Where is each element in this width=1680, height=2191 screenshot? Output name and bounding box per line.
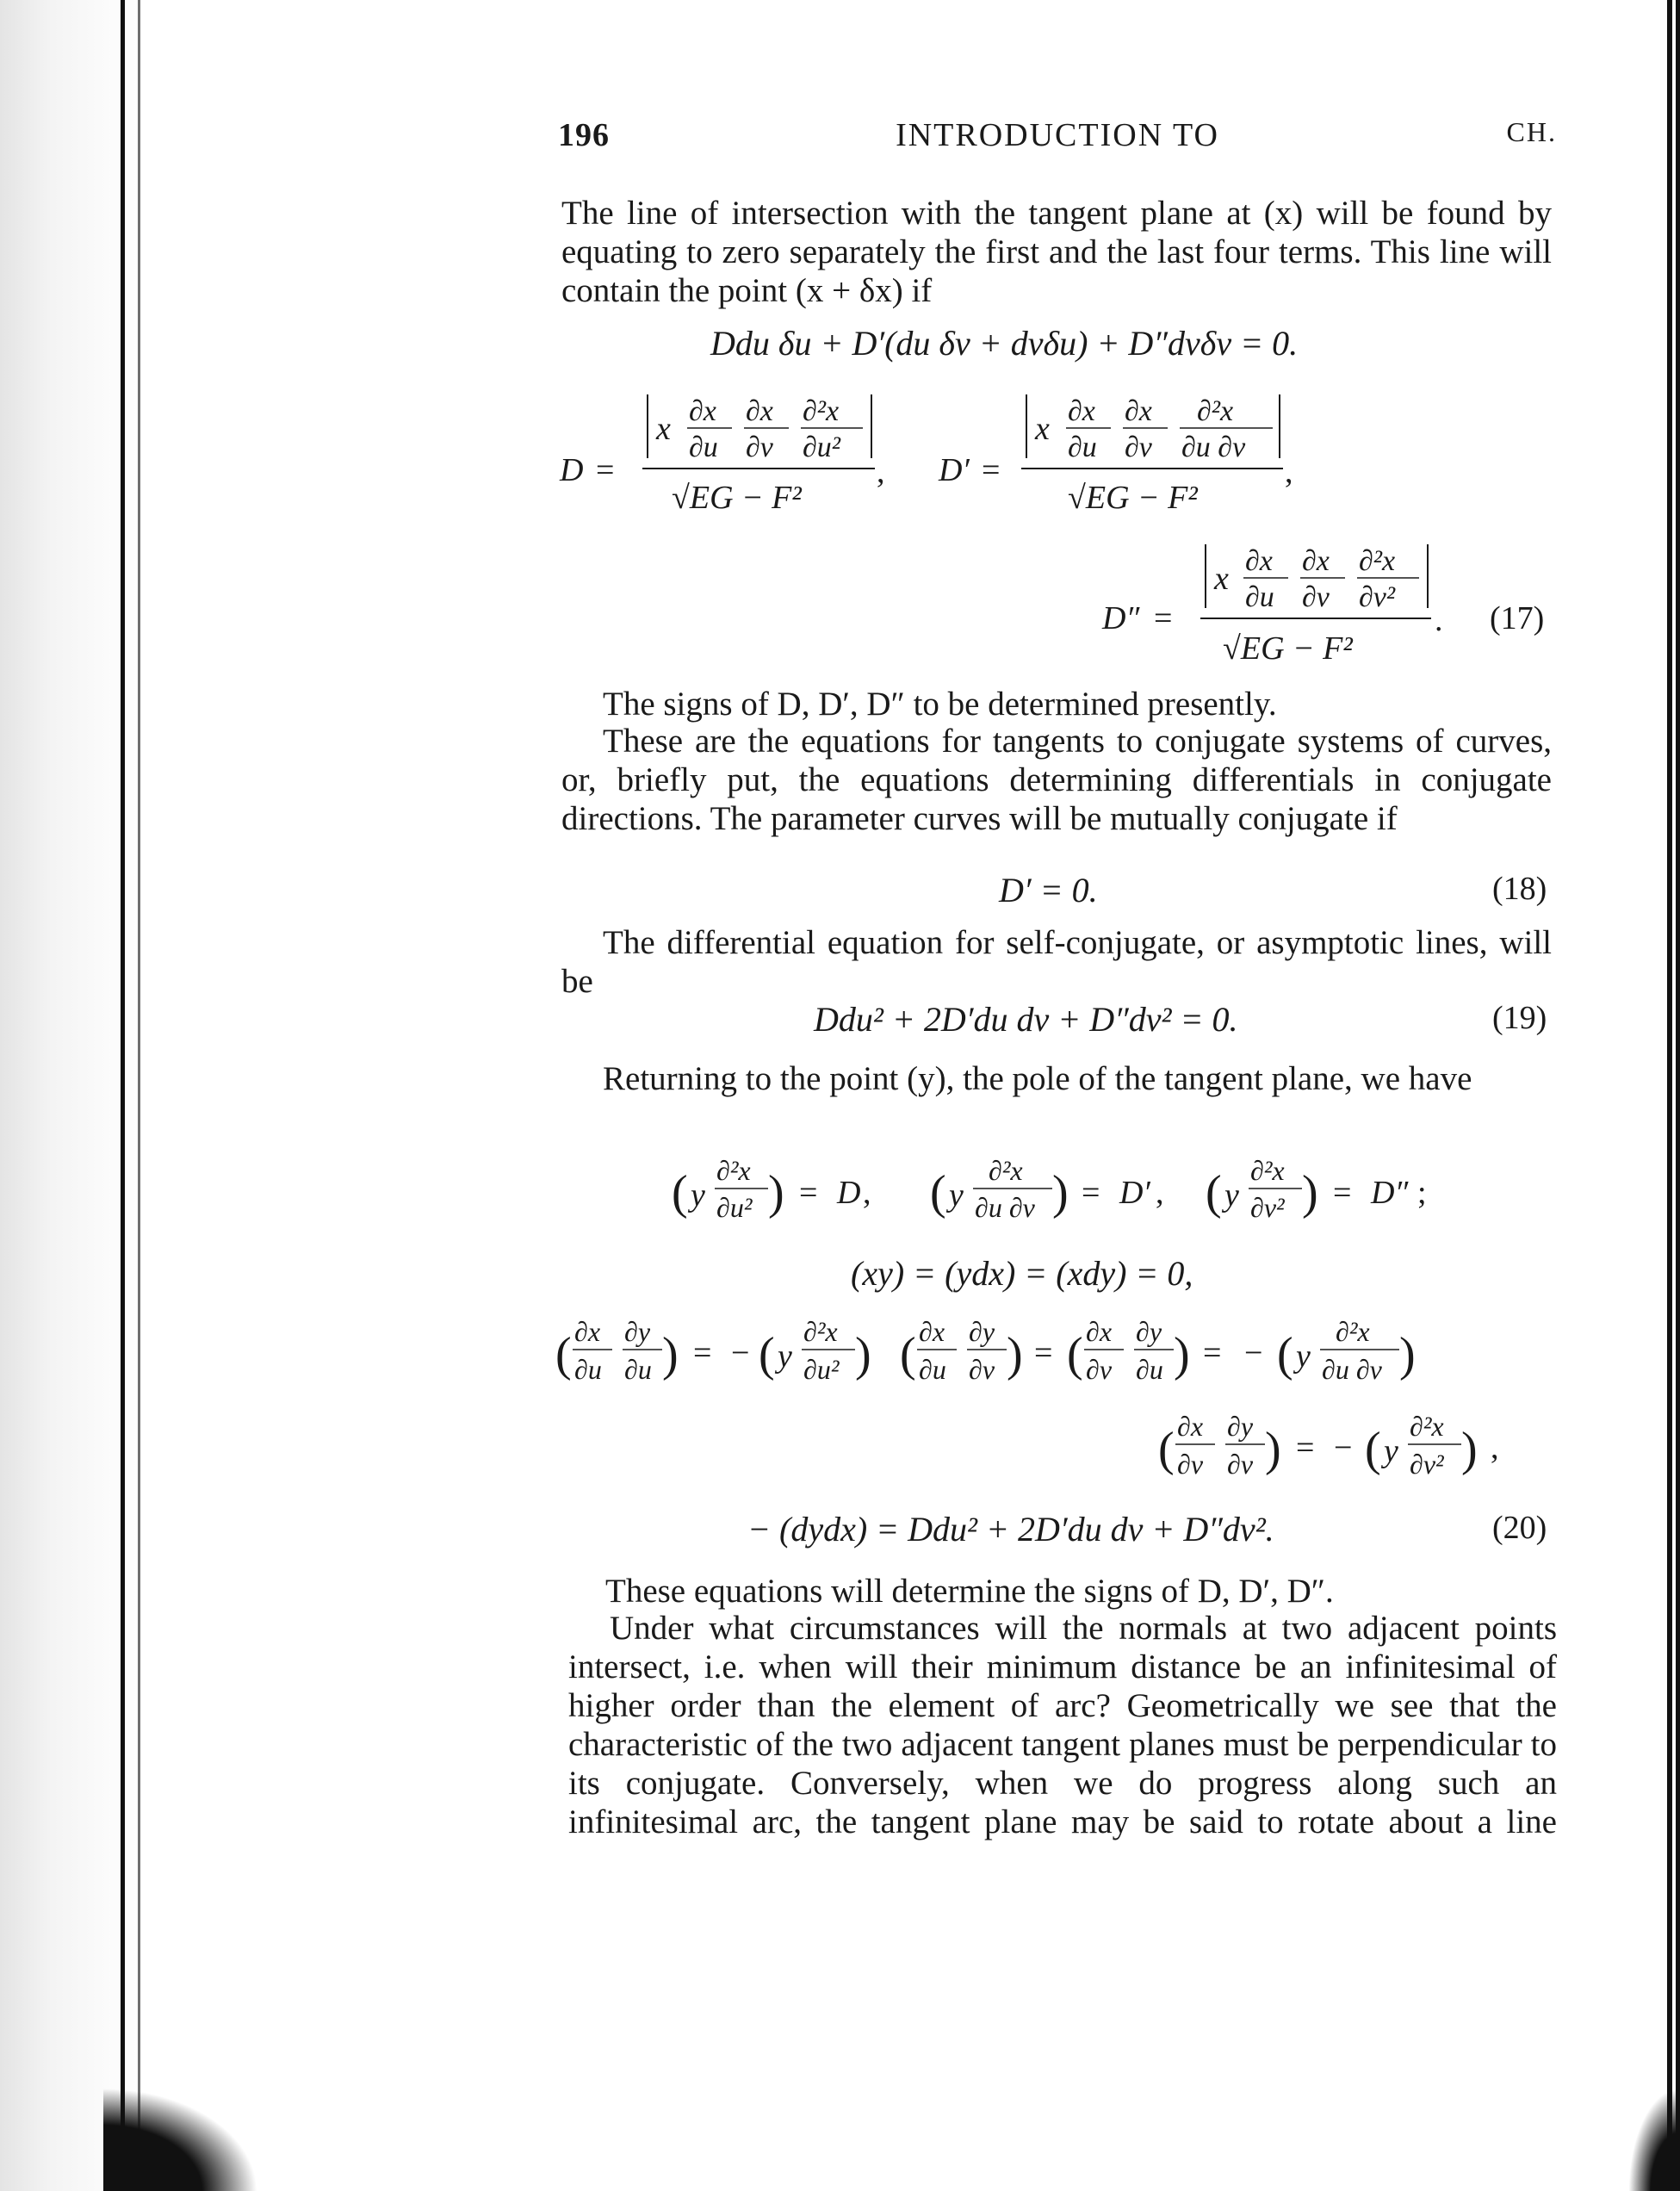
running-title: INTRODUCTION TO [896, 117, 1219, 153]
symbol-Dprime: D′ [1119, 1175, 1150, 1211]
sqrt-EGF: √EG − F² [1068, 480, 1198, 516]
paren: ) [855, 1328, 871, 1381]
num-dx: ∂x [689, 395, 716, 427]
period: . [1435, 602, 1443, 638]
den-dv: ∂v [1125, 431, 1152, 463]
den-dv: ∂v [1086, 1354, 1113, 1385]
equals-sign: = [1082, 1175, 1100, 1211]
den-du: ∂u [1068, 431, 1097, 463]
paren: ) [1007, 1328, 1023, 1381]
num-dy: ∂y [1136, 1316, 1162, 1347]
equation-derivative-relation-v [1158, 1400, 1563, 1494]
comma: , [863, 1175, 871, 1211]
equation-pole-relations [672, 1141, 1464, 1244]
det-x: x [1035, 411, 1050, 447]
den-du2: ∂u² [803, 1354, 840, 1385]
den-du: ∂u [624, 1354, 652, 1385]
paragraph-normals-intersect: Under what circumstances will the normals at two adjacent points intersect, i.e. when will their minimum distance be an infinitesimal of higher order than the element of arc? Geometrically we see that the characteristic of the two adjacent tangent planes must be perpendicular to its conjugate. Conversely, when we do progress along such an infinitesimal arc, the tangent plane may be said to rotate about a line [568, 1610, 1557, 1840]
var-y: y [1224, 1177, 1239, 1213]
det-x: x [656, 411, 671, 447]
paren: ) [1461, 1423, 1478, 1476]
paren: ) [1399, 1328, 1416, 1381]
num-d2x: ∂²x [1336, 1316, 1370, 1347]
den-du2: ∂u² [716, 1192, 753, 1223]
equals-sign: = [1296, 1430, 1315, 1466]
paren: ( [1067, 1328, 1083, 1381]
num-dx: ∂x [1245, 545, 1273, 577]
den-dv: ∂v [1227, 1449, 1254, 1480]
den-dudv: ∂u ∂v [1322, 1354, 1382, 1385]
paragraph-conjugate-systems: These are the equations for tangents to conjugate systems of curves, or, briefly put, the equations determining differentials in conjugate directions. The parameter curves will be mutually conjugate if [561, 723, 1552, 837]
symbol-Ddoubleprime: D″ [1102, 600, 1140, 636]
equation-xy-zero: (xy) = (ydx) = (xdy) = 0, [851, 1254, 1193, 1293]
paren: ( [1206, 1166, 1222, 1220]
symbol-Ddoubleprime: D″ [1371, 1175, 1409, 1211]
num-dy: ∂y [1227, 1411, 1254, 1442]
minus-sign: − [1244, 1335, 1263, 1371]
num-d2x: ∂²x [716, 1155, 751, 1186]
den-dudv: ∂u ∂v [1181, 431, 1246, 463]
num-dx: ∂x [574, 1316, 601, 1347]
paren: ( [1365, 1423, 1381, 1476]
paren: ) [662, 1328, 679, 1381]
comma: , [877, 454, 885, 490]
num-dx: ∂x [1302, 545, 1330, 577]
bottom-right-shadow [1628, 2088, 1680, 2191]
num-d2x: ∂²x [1410, 1411, 1444, 1442]
num-dy: ∂y [969, 1316, 995, 1347]
sqrt-EGF: √EG − F² [672, 480, 802, 516]
num-dx: ∂x [1086, 1316, 1113, 1347]
sqrt-EGF: √EG − F² [1223, 630, 1353, 667]
num-d2x: ∂²x [1197, 395, 1234, 427]
equation-number-20: (20) [1492, 1510, 1547, 1546]
var-y: y [1384, 1433, 1398, 1469]
symbol-D: D [837, 1175, 861, 1211]
paren: ) [1174, 1328, 1190, 1381]
comma: , [1491, 1430, 1499, 1466]
den-du: ∂u [1136, 1354, 1163, 1385]
den-dv: ∂v [746, 431, 773, 463]
equals-sign: = [799, 1175, 818, 1211]
equals-sign: = [693, 1335, 712, 1371]
running-header [558, 116, 1557, 168]
num-d2x: ∂²x [803, 395, 840, 427]
paren: ) [1265, 1423, 1281, 1476]
bottom-left-shadow [103, 2088, 258, 2191]
paren: ( [930, 1166, 946, 1220]
paren: ( [759, 1328, 775, 1381]
den-du: ∂u [574, 1354, 602, 1385]
den-dv2: ∂v² [1359, 581, 1396, 613]
comma: , [1156, 1175, 1164, 1211]
var-y: y [949, 1177, 964, 1213]
semicolon: ; [1417, 1175, 1427, 1211]
symbol-D: D [560, 452, 584, 488]
equation-derivative-relations [555, 1305, 1554, 1400]
den-du2: ∂u² [803, 431, 840, 463]
equation-20: − (dydx) = Ddu² + 2D′du dv + D″dv². [747, 1510, 1274, 1549]
equals-sign: = [1203, 1335, 1222, 1371]
den-dv: ∂v [969, 1354, 995, 1385]
paren: ( [1277, 1328, 1293, 1381]
equals-sign: = [1034, 1335, 1053, 1371]
den-dv: ∂v [1177, 1449, 1204, 1480]
paragraph-returning-to-y: Returning to the point (y), the pole of the tangent plane, we have [603, 1060, 1472, 1097]
equation-number-17: (17) [1490, 600, 1545, 636]
paren: ) [1052, 1166, 1069, 1220]
num-d2x: ∂²x [803, 1316, 838, 1347]
equation-conjugate-directions: Ddu δu + D′(du δv + dvδu) + D″dvδv = 0. [710, 324, 1299, 363]
paragraph-asymptotic-lines: The differential equation for self-conjugate, or asymptotic lines, will be [561, 924, 1552, 1000]
equation-Ddoubleprime [1094, 534, 1559, 680]
paragraph-intersection-line: The line of intersection with the tangent plane at (x) will be found by equating to zero separately the first and the last four terms. This line will contain the point (x + δx) if [561, 195, 1552, 309]
paragraph-signs-of-D: These equations will determine the signs of D, D′, D″. [605, 1573, 1334, 1610]
symbol-Dprime: D′ [939, 452, 970, 488]
num-dx: ∂x [919, 1316, 945, 1347]
equals-sign: = [1154, 600, 1173, 636]
den-dv2: ∂v² [1250, 1192, 1285, 1223]
num-dx: ∂x [1125, 395, 1152, 427]
equation-D-Dprime [551, 388, 1326, 543]
paren: ( [1158, 1423, 1175, 1476]
num-d2x: ∂²x [1250, 1155, 1285, 1186]
num-d2x: ∂²x [1359, 545, 1396, 577]
minus-sign: − [731, 1335, 750, 1371]
den-du: ∂u [1245, 581, 1274, 613]
chapter-mark: CH. [1506, 116, 1557, 147]
num-dx: ∂x [746, 395, 773, 427]
left-binding-edge [0, 0, 138, 2191]
num-d2x: ∂²x [989, 1155, 1023, 1186]
den-dv: ∂v [1302, 581, 1330, 613]
num-dx: ∂x [1177, 1411, 1204, 1442]
den-dv2: ∂v² [1410, 1449, 1444, 1480]
var-y: y [778, 1338, 792, 1375]
var-y: y [1296, 1338, 1311, 1375]
paren: ( [672, 1166, 688, 1220]
paren: ( [900, 1328, 916, 1381]
paren: ( [555, 1328, 572, 1381]
equation-19: Ddu² + 2D′du dv + D″dv² = 0. [814, 1000, 1238, 1039]
num-dx: ∂x [1068, 395, 1095, 427]
page-number: 196 [558, 117, 610, 153]
equation-number-19: (19) [1492, 1000, 1547, 1036]
paragraph-signs-determined: The signs of D, D′, D″ to be determined presently. [603, 686, 1277, 723]
den-dudv: ∂u ∂v [975, 1192, 1035, 1223]
paren: ) [768, 1166, 784, 1220]
paren: ) [1302, 1166, 1318, 1220]
var-y: y [691, 1177, 705, 1213]
minus-sign: − [1334, 1430, 1353, 1466]
den-du: ∂u [689, 431, 718, 463]
equation-18: D′ = 0. [999, 871, 1098, 909]
equation-number-18: (18) [1492, 871, 1547, 907]
det-x: x [1214, 561, 1229, 597]
den-du: ∂u [919, 1354, 946, 1385]
equals-sign: = [596, 452, 615, 488]
comma: , [1285, 454, 1293, 490]
equals-sign: = [1333, 1175, 1352, 1211]
equals-sign: = [982, 452, 1001, 488]
num-dy: ∂y [624, 1316, 651, 1347]
